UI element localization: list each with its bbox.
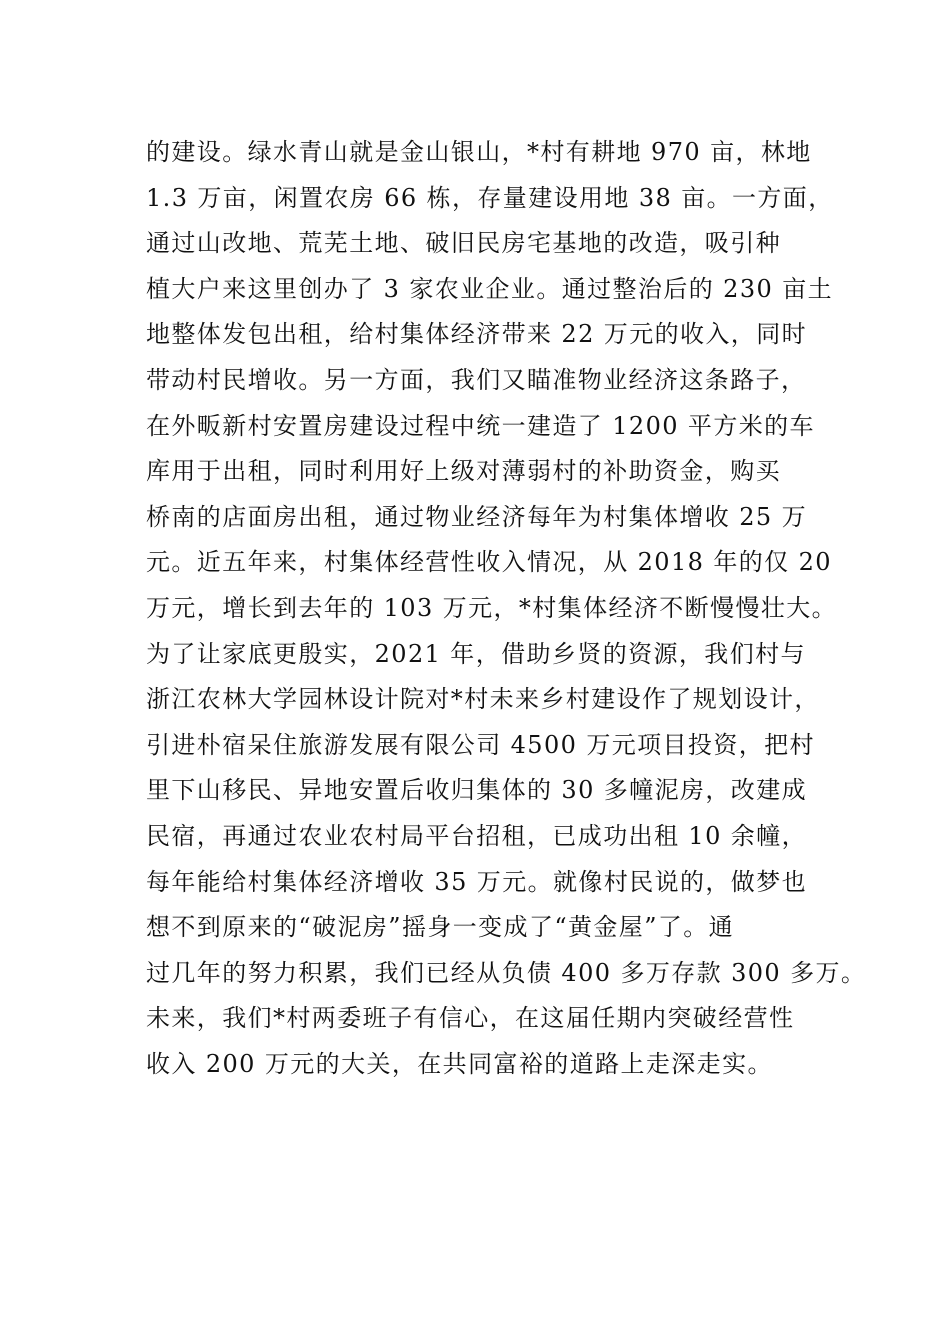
text-line: 桥南的店面房出租，通过物业经济每年为村集体增收 25 万 — [146, 502, 807, 531]
text-line: 里下山移民、异地安置后收归集体的 30 多幢泥房，改建成 — [146, 776, 807, 805]
text-line: 民宿，再通过农业农村局平台招租，已成功出租 10 余幢， — [146, 821, 807, 850]
text-line: 万元，增长到去年的 103 万元，*村集体经济不断慢慢壮大。 — [146, 593, 838, 622]
text-line: 收入 200 万元的大关，在共同富裕的道路上走深走实。 — [146, 1049, 773, 1078]
text-line: 带动村民增收。另一方面，我们又瞄准物业经济这条路子， — [146, 365, 807, 394]
text-line: 库用于出租，同时利用好上级对薄弱村的补助资金，购买 — [146, 457, 781, 486]
text-line: 想不到原来的“破泥房”摇身一变成了“黄金屋”了。通 — [146, 913, 735, 942]
text-line: 地整体发包出租，给村集体经济带来 22 万元的收入，同时 — [146, 320, 807, 349]
text-line: 的建设。绿水青山就是金山银山，*村有耕地 970 亩，林地 — [146, 138, 812, 166]
text-line: 未来，我们*村两委班子有信心，在这届任期内突破经营性 — [146, 1004, 795, 1033]
text-line: 通过山改地、荒芜土地、破旧民房宅基地的改造，吸引种 — [146, 229, 781, 258]
text-line: 元。近五年来，村集体经营性收入情况，从 2018 年的仅 20 — [146, 548, 832, 577]
text-line: 浙江农林大学园林设计院对*村未来乡村建设作了规划设计， — [146, 685, 820, 714]
body-text — [146, 130, 867, 1087]
text-line: 每年能给村集体经济增收 35 万元。就像村民说的，做梦也 — [146, 867, 807, 896]
text-line: 为了让家底更殷实，2021 年，借助乡贤的资源，我们村与 — [146, 639, 806, 668]
text-line: 在外畈新村安置房建设过程中统一建造了 1200 平方米的车 — [146, 411, 815, 440]
text-line: 引进朴宿呆住旅游发展有限公司 4500 万元项目投资，把村 — [146, 730, 815, 759]
text-line: 过几年的努力积累，我们已经从负债 400 多万存款 300 多万。 — [146, 958, 867, 987]
text-line: 植大户来这里创办了 3 家农业企业。通过整治后的 230 亩土 — [146, 274, 833, 303]
text-line: 1.3 万亩，闲置农房 66 栋，存量建设用地 38 亩。一方面， — [146, 183, 834, 212]
